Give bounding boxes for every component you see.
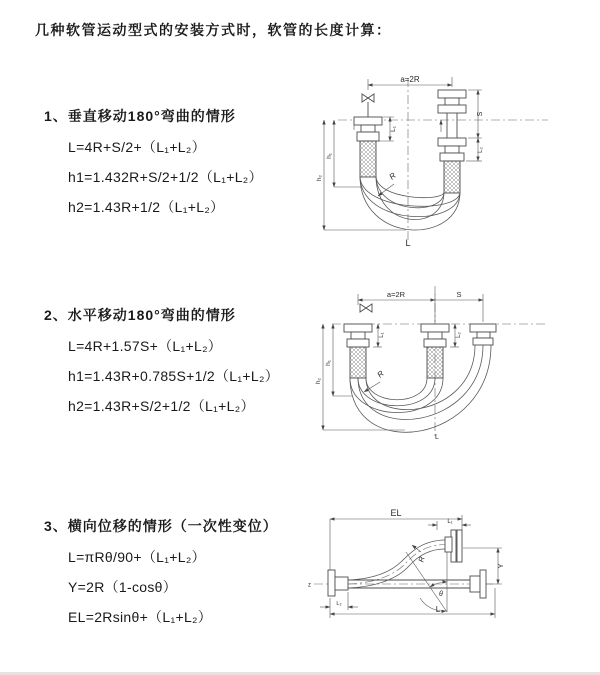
axis-break-mark: z — [308, 582, 311, 589]
dim-label-s: S — [477, 111, 484, 117]
formula-line: Y=2R（1-cosθ） — [68, 579, 178, 595]
formula-line: h2=1.43R+1/2（L₁+L₂） — [68, 199, 225, 215]
dim-label-h1: h₁ — [326, 153, 333, 159]
valve-icon — [360, 304, 372, 312]
dim-label-s: S — [456, 290, 462, 299]
section-lateral-displacement — [44, 517, 278, 625]
dim-label-l1: L₁ — [379, 332, 385, 338]
formula-line: EL=2Rsinθ+（L₁+L₂） — [68, 609, 213, 625]
length-label: L — [405, 238, 411, 248]
dim-label-el: EL — [390, 508, 402, 518]
diagram-vertical-180-bend — [310, 72, 590, 257]
braided-hose-section — [427, 347, 443, 378]
length-label: L — [435, 605, 441, 614]
section-horizontal-movement — [44, 306, 279, 414]
braided-hose-section — [360, 141, 376, 177]
valve-icon — [362, 94, 374, 102]
hose-centerline — [348, 545, 445, 585]
formula-line: h2=1.43R+S/2+1/2（L₁+L₂） — [68, 398, 255, 414]
braided-hose-section — [350, 347, 366, 378]
diagram-horizontal-180-bend — [310, 278, 590, 453]
formula-line: L=4R+S/2+（L₁+L₂） — [68, 139, 206, 155]
length-label: L — [435, 434, 439, 441]
diagram-lateral-displacement — [300, 500, 600, 650]
radius-label: R — [387, 170, 398, 182]
radius-label: R — [375, 368, 386, 380]
section-vertical-movement — [44, 107, 263, 215]
section-heading: 1、垂直移动180°弯曲的情形 — [44, 108, 236, 124]
angle-label-theta: θ — [439, 591, 443, 598]
formula-line: L=4R+1.57S+（L₁+L₂） — [68, 338, 223, 354]
dim-label-l2: L₂ — [456, 332, 462, 338]
dim-label-a2r: a=2R — [400, 75, 420, 84]
radius-label: R — [416, 555, 427, 564]
braided-hose-section — [444, 161, 460, 193]
dim-label-l2: L₂ — [478, 147, 484, 153]
dim-label-l2: L₂ — [336, 601, 342, 607]
dim-label-l1: L₁ — [390, 126, 397, 132]
dim-label-h2: h₂ — [316, 174, 323, 182]
dim-label-h2: h₂ — [315, 377, 322, 385]
dim-label-y: Y — [496, 563, 505, 569]
formula-line: h1=1.432R+S/2+1/2（L₁+L₂） — [68, 169, 263, 185]
dim-label-l1: L₁ — [447, 519, 453, 525]
section-heading: 2、水平移动180°弯曲的情形 — [44, 307, 236, 323]
page-title: 几种软管运动型式的安装方式时，软管的长度计算： — [35, 22, 392, 38]
formula-line: L=πRθ/90+（L₁+L₂） — [68, 549, 206, 565]
dim-label-a2r: a=2R — [386, 290, 406, 299]
formula-line: h1=1.43R+0.785S+1/2（L₁+L₂） — [68, 368, 279, 384]
dim-label-h1: h₁ — [325, 360, 332, 366]
section-heading: 3、横向位移的情形（一次性变位） — [44, 518, 278, 534]
